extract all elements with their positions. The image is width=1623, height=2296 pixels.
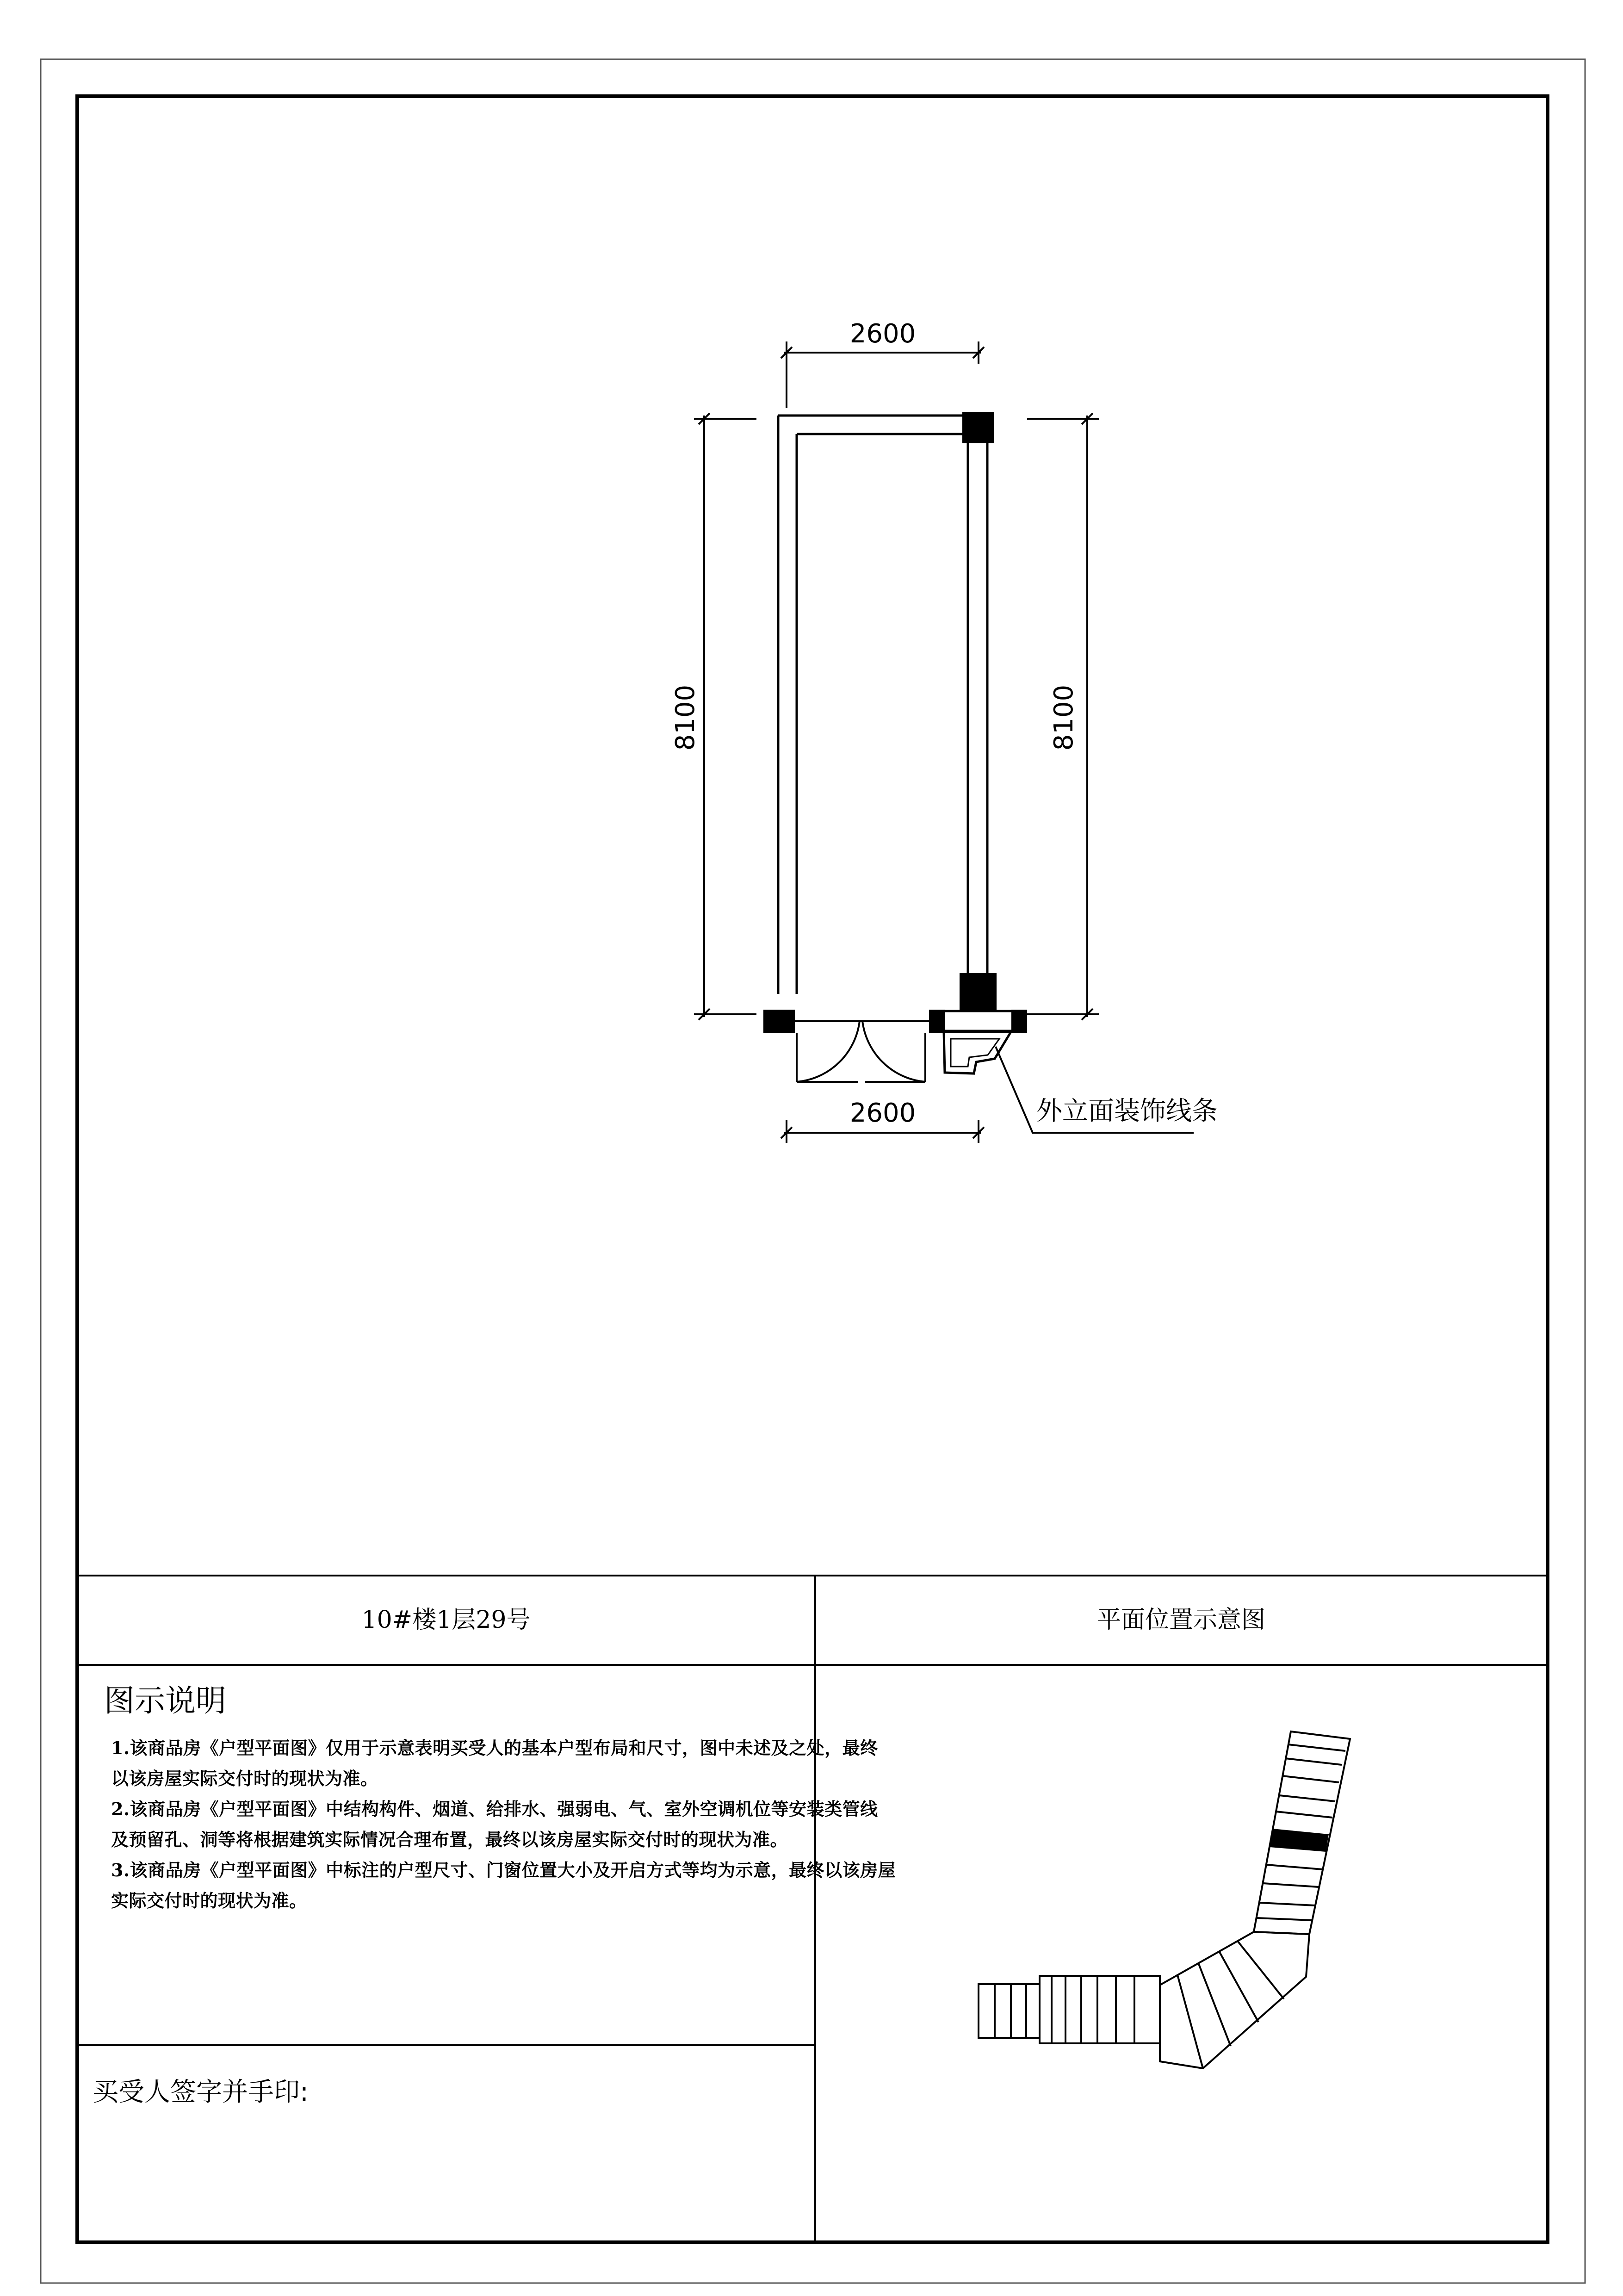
callout-label: 外立面装饰线条	[1036, 1096, 1218, 1126]
note-line: 2.该商品房《户型平面图》中结构构件、烟道、给排水、强弱电、气、室外空调机位等安装类管线	[111, 1799, 878, 1819]
double-door	[795, 1021, 929, 1082]
location-key-plan	[979, 1731, 1350, 2068]
inner-border	[77, 96, 1548, 2242]
dimension-left-label: 8100	[670, 684, 700, 751]
column-top-right	[962, 412, 994, 443]
dimension-right-label: 8100	[1049, 684, 1079, 751]
wall-left	[778, 416, 966, 994]
floor-plan	[670, 319, 1218, 1143]
wall-right	[968, 443, 987, 975]
location-title: 平面位置示意图	[1096, 1606, 1266, 1634]
signature-label: 买受人签字并手印:	[93, 2077, 309, 2107]
dimension-top	[781, 341, 984, 408]
column-bottom-mid	[929, 1010, 945, 1033]
note-line: 3.该商品房《户型平面图》中标注的户型尺寸、门窗位置大小及开启方式等均为示意，最终以该房屋	[111, 1860, 896, 1880]
dimension-top-label: 2600	[849, 319, 916, 349]
dimension-left	[694, 413, 756, 1020]
column-bottom-right	[960, 973, 997, 1010]
column-bottom-left	[763, 1010, 795, 1033]
outer-border	[41, 59, 1585, 2283]
note-line: 及预留孔、洞等将根据建筑实际情况合理布置，最终以该房屋实际交付时的现状为准。	[111, 1829, 788, 1850]
unit-name: 10#楼1层29号	[361, 1606, 531, 1634]
note-line: 1.该商品房《户型平面图》仅用于示意表明买受人的基本户型布局和尺寸，图中未述及之处，最终	[111, 1738, 878, 1758]
note-line: 以该房屋实际交付时的现状为准。	[111, 1768, 378, 1789]
notes-title: 图示说明	[104, 1683, 226, 1719]
note-line: 实际交付时的现状为准。	[111, 1890, 307, 1911]
column-bottom-edge	[1011, 1010, 1027, 1033]
notes-block	[111, 1733, 896, 1916]
dimension-bottom-label: 2600	[849, 1098, 916, 1128]
